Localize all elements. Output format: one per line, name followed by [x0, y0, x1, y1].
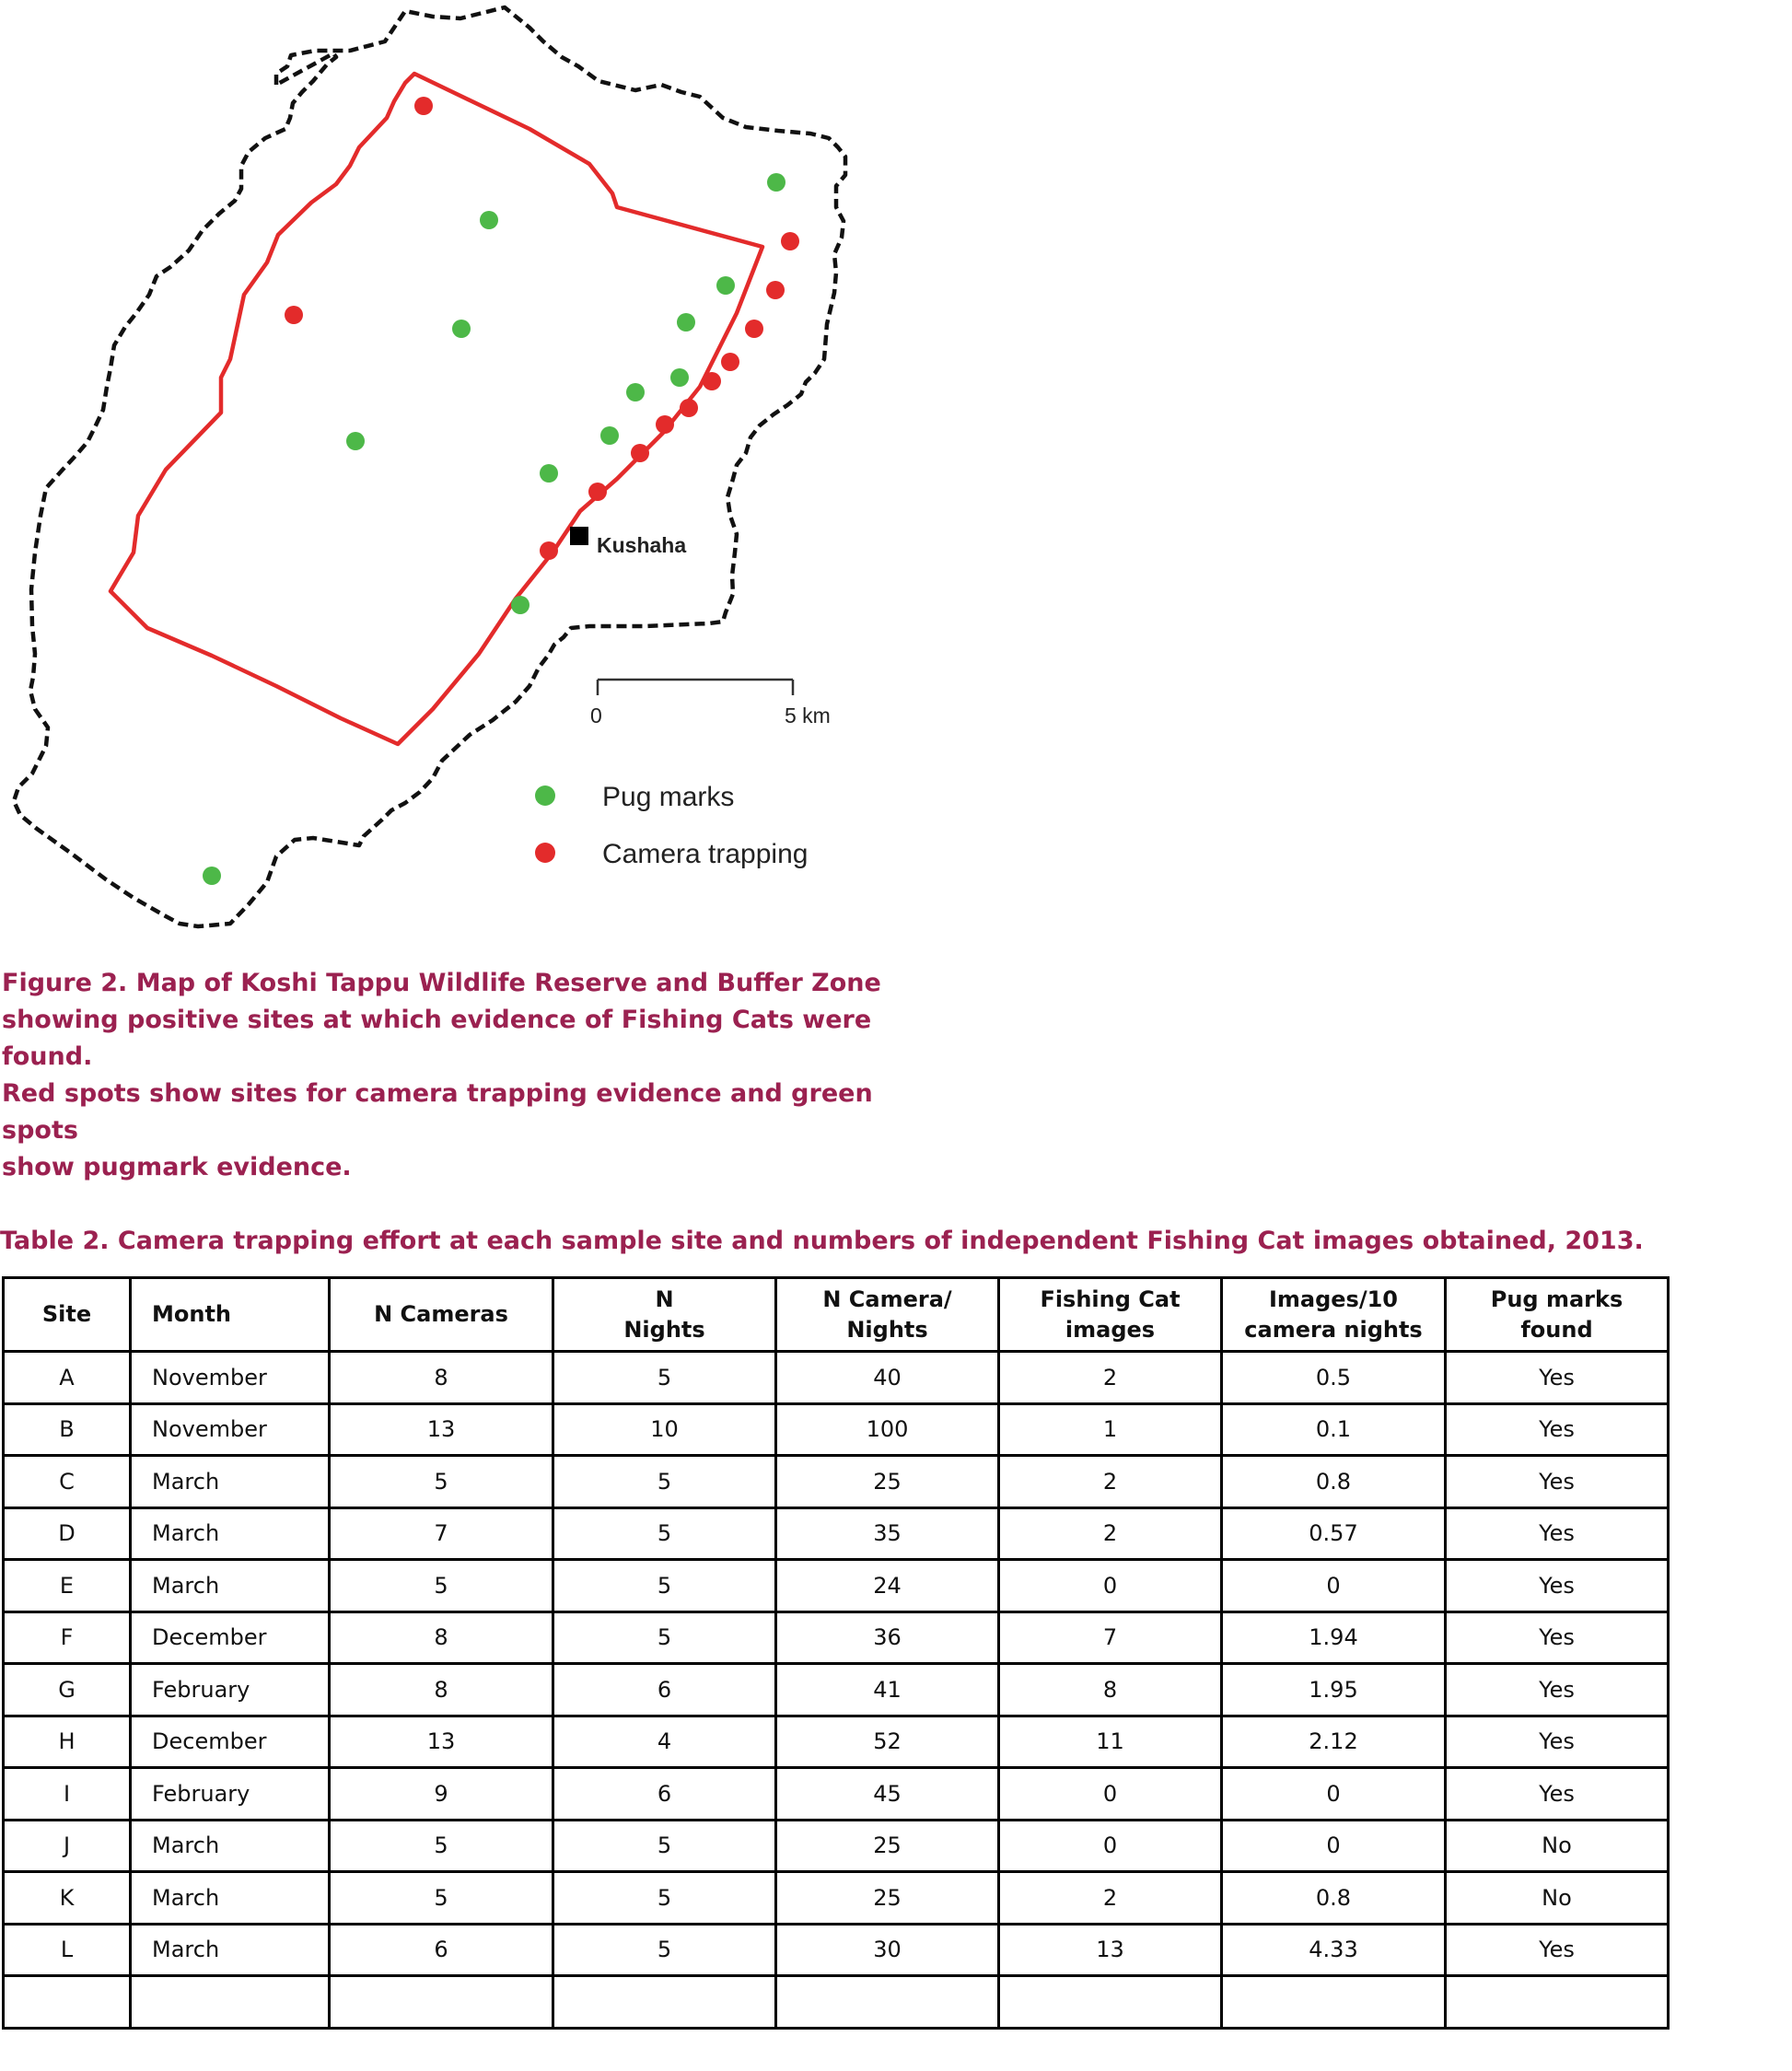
table-cell: 5: [553, 1352, 776, 1404]
table-row: [4, 1664, 1669, 1716]
table-cell: February: [131, 1664, 330, 1716]
table-row: [4, 1611, 1669, 1664]
table-cell: 0: [1222, 1560, 1446, 1612]
pug-mark-site: [203, 867, 221, 885]
table-cell: 9: [330, 1768, 553, 1821]
table-cell: No: [1446, 1820, 1669, 1872]
table-cell: 2: [999, 1872, 1222, 1925]
table-cell: 8: [330, 1352, 553, 1404]
table-row: [4, 1403, 1669, 1456]
table-cell: [776, 1976, 999, 2029]
table-cell: J: [4, 1820, 131, 1872]
table-cell: [1446, 1976, 1669, 2029]
pug-mark-site: [716, 276, 735, 295]
table-cell: 40: [776, 1352, 999, 1404]
table-cell: 0: [999, 1768, 1222, 1821]
table-cell: December: [131, 1716, 330, 1768]
table-cell: I: [4, 1768, 131, 1821]
legend-pug-marks-label: Pug marks: [602, 782, 735, 812]
table-cell: Yes: [1446, 1403, 1669, 1456]
table-row-empty: [4, 1976, 1669, 2029]
table-cell: G: [4, 1664, 131, 1716]
table-cell: [999, 1976, 1222, 2029]
camera-trapping-sites: [285, 97, 799, 560]
table-cell: 5: [553, 1820, 776, 1872]
table-cell: 0: [1222, 1820, 1446, 1872]
camera-trapping-table: [2, 1276, 1670, 2030]
camera-trapping-site: [656, 415, 674, 434]
table-cell: 0: [1222, 1768, 1446, 1821]
table-cell: 13: [999, 1924, 1222, 1976]
scale-end-label: 5 km: [785, 704, 831, 727]
table-cell: A: [4, 1352, 131, 1404]
table-cell: December: [131, 1611, 330, 1664]
camera-trapping-site: [540, 541, 558, 560]
table-cell: 5: [553, 1611, 776, 1664]
pug-mark-site: [767, 173, 785, 192]
table-cell: 35: [776, 1507, 999, 1560]
pug-mark-site: [480, 211, 498, 229]
camera-trapping-site: [680, 399, 698, 417]
table-cell: 52: [776, 1716, 999, 1768]
table-cell: 5: [553, 1924, 776, 1976]
table-cell: 6: [553, 1768, 776, 1821]
table-cell: 11: [999, 1716, 1222, 1768]
table-cell: 4: [553, 1716, 776, 1768]
table-cell: 25: [776, 1872, 999, 1925]
table-cell: 30: [776, 1924, 999, 1976]
table-cell: L: [4, 1924, 131, 1976]
camera-trapping-site: [745, 320, 763, 338]
table-cell: 5: [330, 1872, 553, 1925]
table-row: [4, 1820, 1669, 1872]
pug-mark-site: [677, 313, 695, 332]
table-row: [4, 1872, 1669, 1925]
table-cell: 25: [776, 1456, 999, 1508]
legend-camera-trapping-swatch: [535, 843, 555, 863]
table-row: [4, 1768, 1669, 1821]
table-row: [4, 1507, 1669, 1560]
pug-mark-site: [346, 432, 365, 450]
map-legend: [535, 782, 808, 869]
table-cell: 7: [330, 1507, 553, 1560]
table-cell: 6: [330, 1924, 553, 1976]
table-cell: 5: [553, 1872, 776, 1925]
table-row: [4, 1924, 1669, 1976]
table-cell: 1.94: [1222, 1611, 1446, 1664]
table-cell: 45: [776, 1768, 999, 1821]
table-cell: H: [4, 1716, 131, 1768]
table-cell: Yes: [1446, 1924, 1669, 1976]
table-cell: [553, 1976, 776, 2029]
table-cell: 2.12: [1222, 1716, 1446, 1768]
table-cell: 5: [330, 1820, 553, 1872]
table-cell: 5: [553, 1507, 776, 1560]
pug-mark-site: [600, 426, 619, 445]
camera-trapping-site: [766, 281, 785, 299]
table-cell: 10: [553, 1403, 776, 1456]
table-cell: [330, 1976, 553, 2029]
pug-mark-site: [452, 320, 471, 338]
table-cell: 0: [999, 1560, 1222, 1612]
table-cell: 2: [999, 1456, 1222, 1508]
table-cell: [131, 1976, 330, 2029]
reserve-map: [0, 0, 884, 939]
table-cell: 1.95: [1222, 1664, 1446, 1716]
table-cell: Yes: [1446, 1507, 1669, 1560]
table-cell: 2: [999, 1507, 1222, 1560]
table-cell: March: [131, 1456, 330, 1508]
table-cell: 25: [776, 1820, 999, 1872]
table-cell: 8: [330, 1611, 553, 1664]
pug-mark-site: [670, 368, 689, 387]
table-cell: [1222, 1976, 1446, 2029]
table-cell: Yes: [1446, 1352, 1669, 1404]
camera-trapping-site: [414, 97, 433, 115]
table-cell: 5: [330, 1560, 553, 1612]
column-header: Site: [4, 1278, 131, 1352]
table-cell: 0.5: [1222, 1352, 1446, 1404]
table-cell: D: [4, 1507, 131, 1560]
table-cell: March: [131, 1507, 330, 1560]
camera-trapping-site: [631, 444, 649, 462]
table-cell: 8: [999, 1664, 1222, 1716]
table-cell: Yes: [1446, 1456, 1669, 1508]
table-caption: Table 2. Camera trapping effort at each sample site and numbers of independent Fishing Cat images obtained, 2013.: [0, 1227, 1644, 1255]
table-cell: 4.33: [1222, 1924, 1446, 1976]
table-cell: 0: [999, 1820, 1222, 1872]
table-cell: Yes: [1446, 1716, 1669, 1768]
column-header: N Camera/ Nights: [776, 1278, 999, 1352]
table-cell: 41: [776, 1664, 999, 1716]
table-cell: 2: [999, 1352, 1222, 1404]
table-cell: 13: [330, 1403, 553, 1456]
table-row: [4, 1716, 1669, 1768]
pug-mark-sites: [203, 173, 785, 885]
table-cell: Yes: [1446, 1768, 1669, 1821]
table-cell: 1: [999, 1403, 1222, 1456]
figure-caption: Figure 2. Map of Koshi Tappu Wildlife Reserve and Buffer Zone showing positive sites at which evidence of Fishing Cats were found. Red spots show sites for camera trapping evidence and green spots show pugmark evidence.: [2, 969, 881, 1181]
table-cell: November: [131, 1352, 330, 1404]
table-cell: February: [131, 1768, 330, 1821]
table-cell: 13: [330, 1716, 553, 1768]
table-cell: No: [1446, 1872, 1669, 1925]
column-header: Images/10 camera nights: [1222, 1278, 1446, 1352]
table-cell: E: [4, 1560, 131, 1612]
scale-start-label: 0: [590, 704, 602, 727]
table-cell: 0.8: [1222, 1872, 1446, 1925]
camera-trapping-site: [703, 372, 721, 390]
town-marker: [570, 527, 588, 545]
table-cell: Yes: [1446, 1611, 1669, 1664]
table-cell: March: [131, 1924, 330, 1976]
legend-pug-marks-swatch: [535, 785, 555, 806]
column-header: N Cameras: [330, 1278, 553, 1352]
table-cell: B: [4, 1403, 131, 1456]
table-cell: 0.57: [1222, 1507, 1446, 1560]
column-header: Month: [131, 1278, 330, 1352]
table-cell: November: [131, 1403, 330, 1456]
reserve-boundary: [111, 74, 762, 744]
table-cell: 5: [330, 1456, 553, 1508]
table-cell: [4, 1976, 131, 2029]
table-cell: 100: [776, 1403, 999, 1456]
table-cell: F: [4, 1611, 131, 1664]
table-cell: 6: [553, 1664, 776, 1716]
table-row: [4, 1456, 1669, 1508]
camera-trapping-site: [721, 353, 739, 371]
table-cell: 5: [553, 1560, 776, 1612]
table-cell: 36: [776, 1611, 999, 1664]
table-cell: 7: [999, 1611, 1222, 1664]
table-cell: March: [131, 1560, 330, 1612]
table-cell: 24: [776, 1560, 999, 1612]
town-label: Kushaha: [597, 533, 687, 557]
table-cell: March: [131, 1820, 330, 1872]
table-cell: C: [4, 1456, 131, 1508]
table-cell: Yes: [1446, 1664, 1669, 1716]
column-header: Pug marks found: [1446, 1278, 1669, 1352]
table-cell: 8: [330, 1664, 553, 1716]
table-cell: Yes: [1446, 1560, 1669, 1612]
column-header: Fishing Cat images: [999, 1278, 1222, 1352]
table-cell: 0.8: [1222, 1456, 1446, 1508]
camera-trapping-site: [285, 306, 303, 324]
table-row: [4, 1560, 1669, 1612]
camera-trapping-site: [588, 483, 607, 501]
camera-trapping-site: [781, 232, 799, 250]
table-cell: K: [4, 1872, 131, 1925]
table-cell: 5: [553, 1456, 776, 1508]
legend-camera-trapping-label: Camera trapping: [602, 839, 809, 869]
pug-mark-site: [511, 596, 529, 614]
table-cell: 0.1: [1222, 1403, 1446, 1456]
column-header: N Nights: [553, 1278, 776, 1352]
pug-mark-site: [626, 383, 645, 401]
table-cell: March: [131, 1872, 330, 1925]
table-row: [4, 1352, 1669, 1404]
scale-bar: [598, 680, 793, 695]
table-header-row: [4, 1278, 1669, 1352]
pug-mark-site: [540, 464, 558, 483]
